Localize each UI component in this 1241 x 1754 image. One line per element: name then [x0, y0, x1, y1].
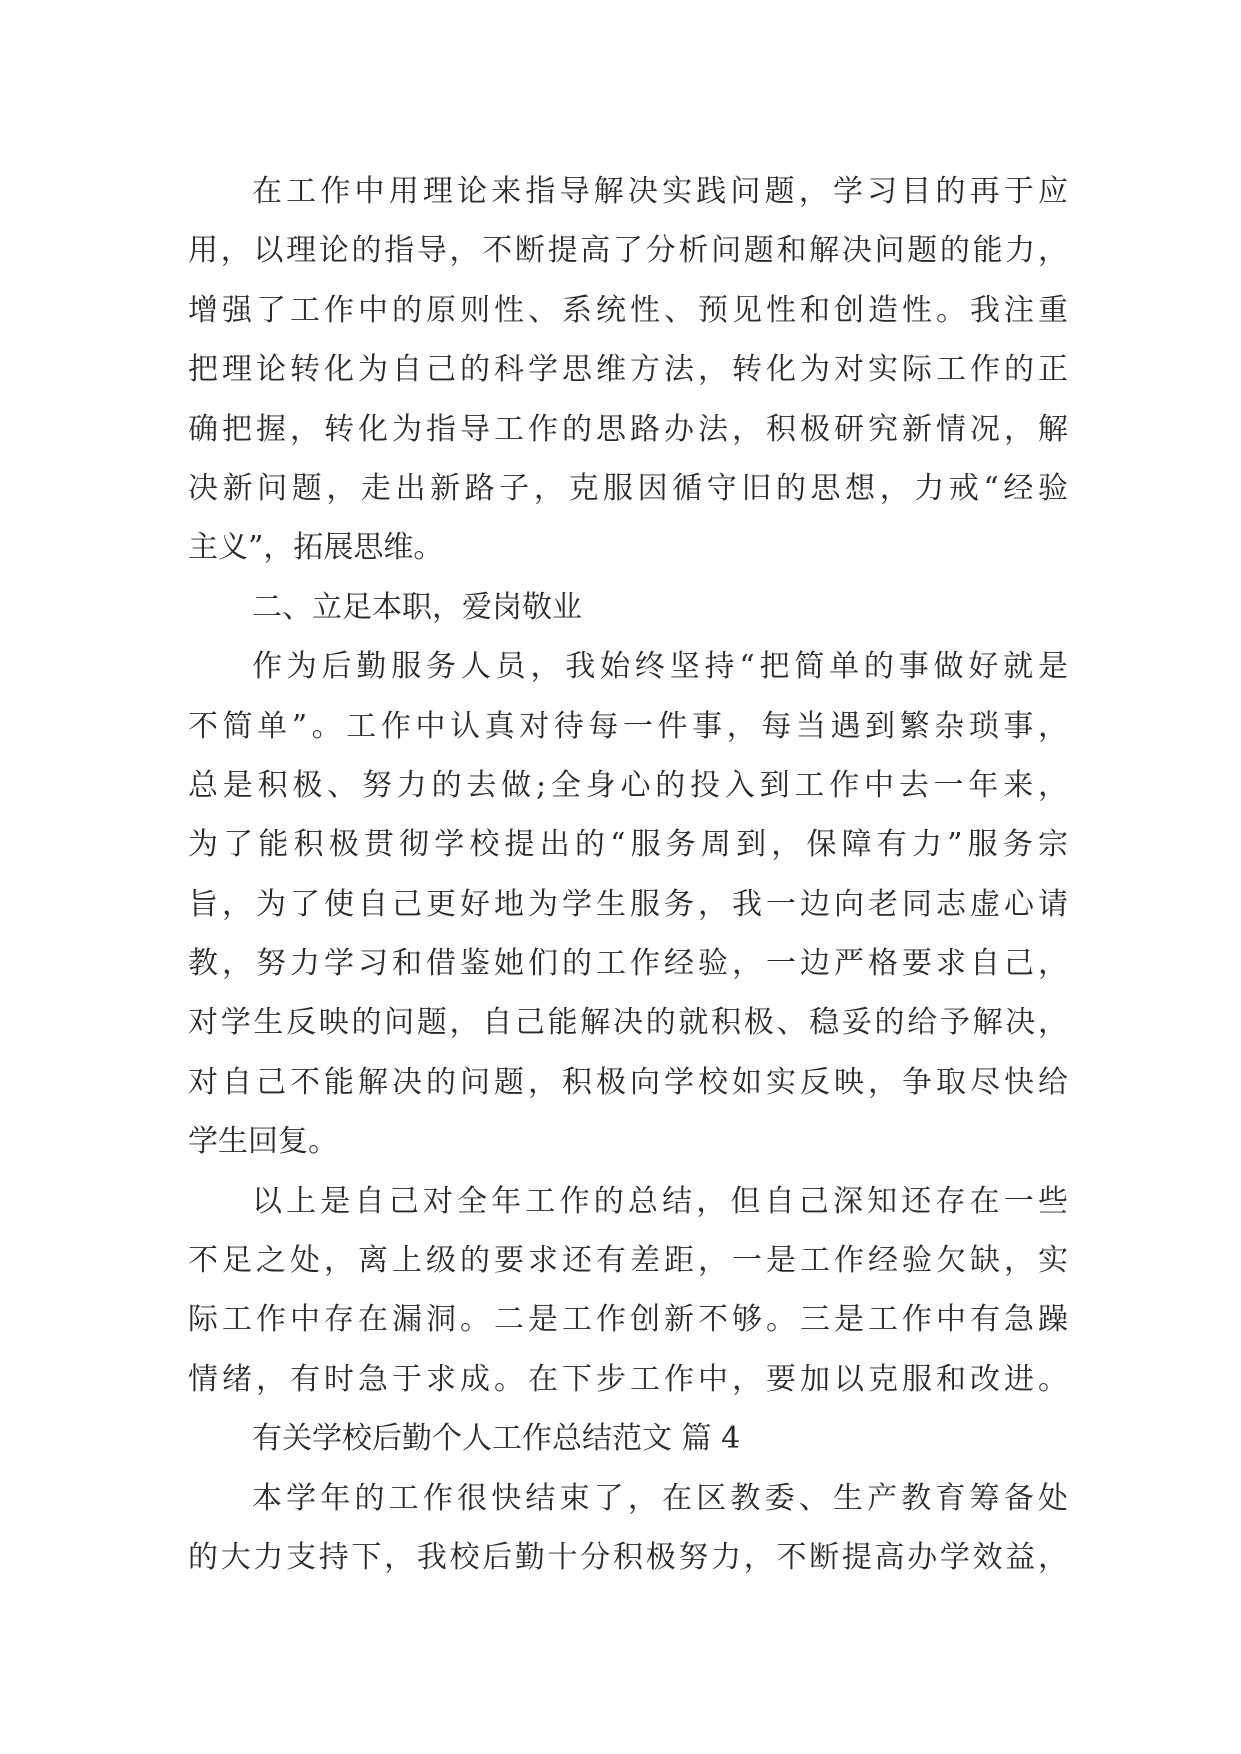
text-line: 不简单”。工作中认真对待每一件事，每当遇到繁杂琐事， [188, 708, 1068, 744]
text-line: 用，以理论的指导，不断提高了分析问题和解决问题的能力， [188, 233, 1068, 269]
document-body [188, 162, 1068, 1587]
text-line: 情绪，有时急于求成。在下步工作中，要加以克服和改进。 [188, 1361, 1068, 1397]
text-line: 作为后勤服务人员，我始终坚持“把简单的事做好就是 [252, 649, 1068, 685]
text-line: 总是积极、努力的去做;全身心的投入到工作中去一年来， [188, 767, 1068, 803]
text-line: 把理论转化为自己的科学思维方法，转化为对实际工作的正 [188, 352, 1068, 388]
text-line: 在工作中用理论来指导解决实践问题，学习目的再于应 [252, 174, 1068, 209]
text-line: 决新问题，走出新路子，克服因循守旧的思想，力戒“经验 [188, 470, 1068, 506]
text-line: 以上是自己对全年工作的总结，但自己深知还存在一些 [252, 1183, 1068, 1219]
text-line: 际工作中存在漏洞。二是工作创新不够。三是工作中有急躁 [188, 1302, 1068, 1338]
text-line: 不足之处，离上级的要求还有差距，一是工作经验欠缺，实 [188, 1243, 1068, 1279]
text-line: 对学生反映的问题，自己能解决的就积极、稳妥的给予解决， [188, 1005, 1068, 1041]
text-line: 为了能积极贯彻学校提出的“服务周到，保障有力”服务宗 [188, 827, 1068, 863]
text-line: 的大力支持下，我校后勤十分积极努力，不断提高办学效益， [188, 1539, 1068, 1575]
text-line: 对自己不能解决的问题，积极向学校如实反映，争取尽快给 [188, 1064, 1068, 1100]
section-heading: 二、立足本职，爱岗敬业 [252, 589, 582, 625]
text-line: 旨，为了使自己更好地为学生服务，我一边向老同志虚心请 [188, 886, 1068, 922]
text-line: 学生回复。 [188, 1124, 338, 1160]
article-title: 有关学校后勤个人工作总结范文 篇 4 [252, 1421, 741, 1457]
text-line: 本学年的工作很快结束了，在区教委、生产教育筹备处 [252, 1480, 1068, 1516]
text-line: 增强了工作中的原则性、系统性、预见性和创造性。我注重 [188, 292, 1068, 328]
text-line: 主义”，拓展思维。 [188, 530, 444, 566]
text-line: 确把握，转化为指导工作的思路办法，积极研究新情况，解 [188, 411, 1068, 447]
text-line: 教，努力学习和借鉴她们的工作经验，一边严格要求自己， [188, 946, 1068, 982]
